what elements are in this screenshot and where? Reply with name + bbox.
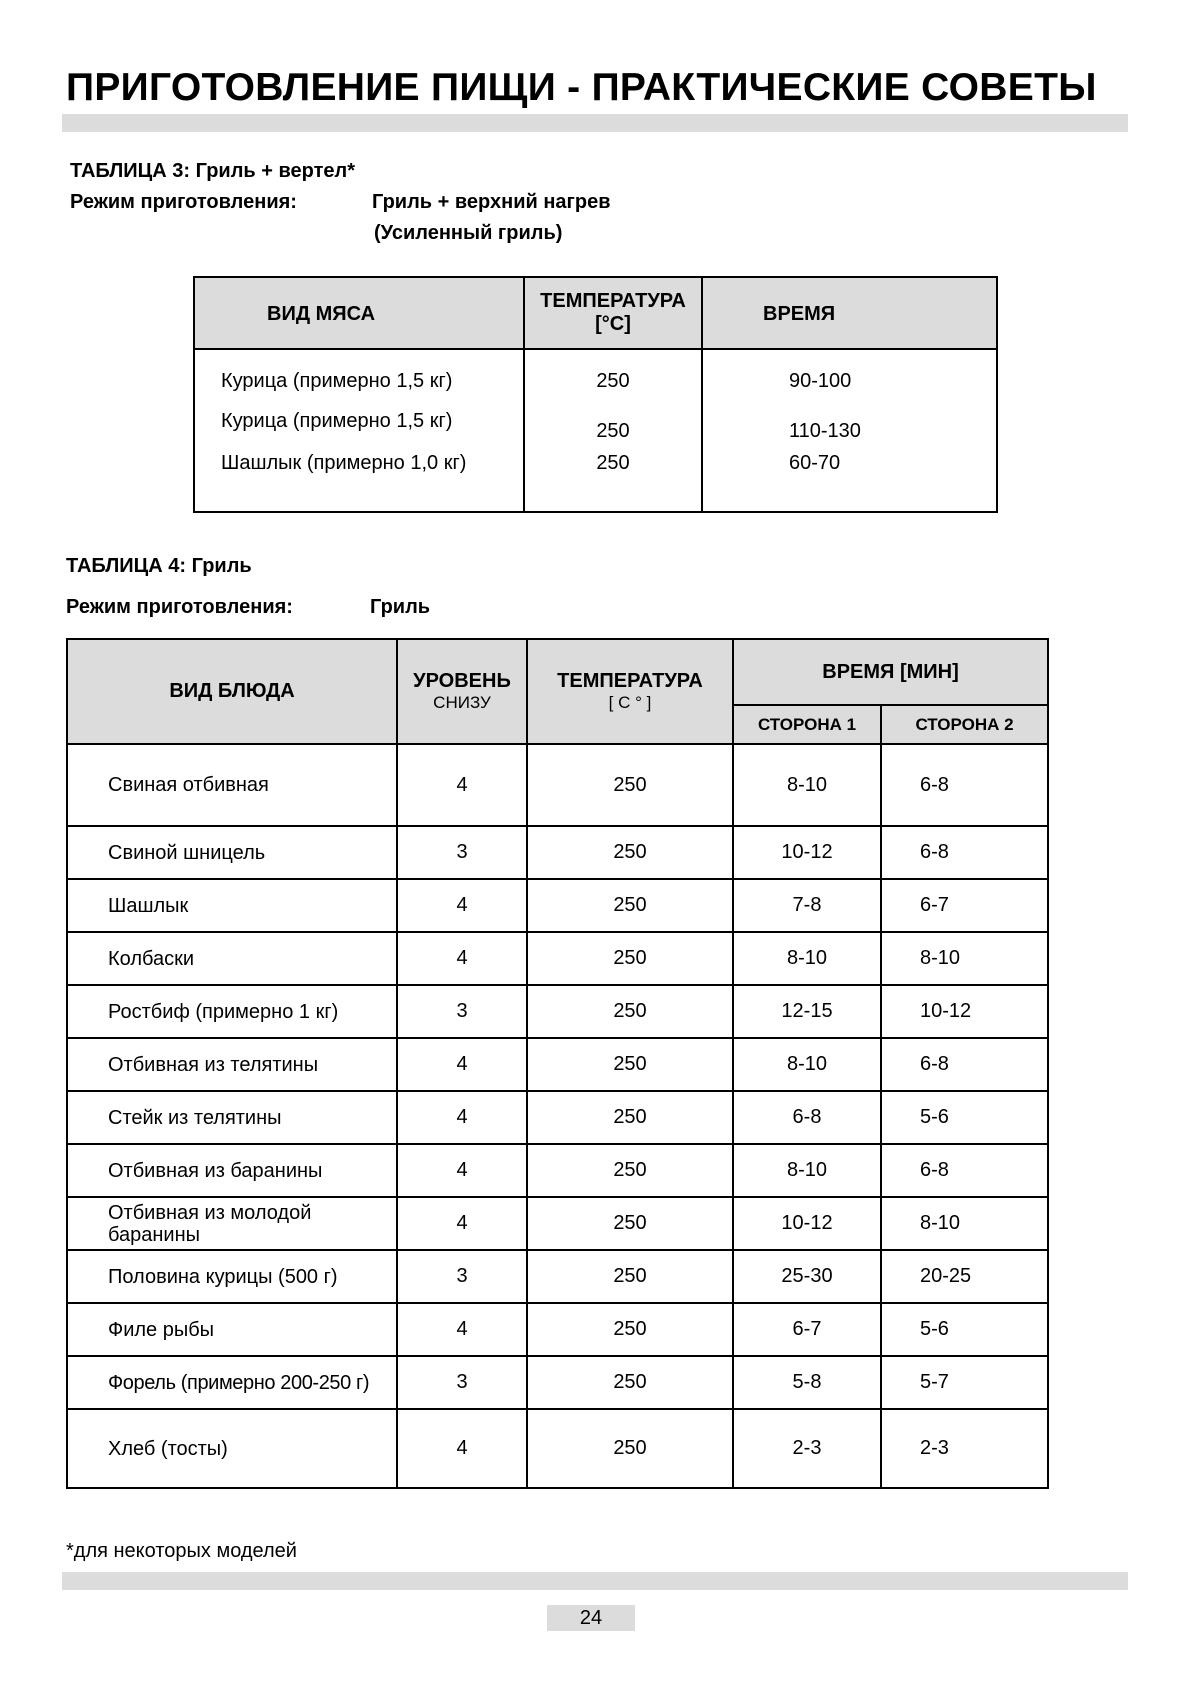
table4-cell-temp: 250 <box>527 879 733 932</box>
table4-cell-side1: 6-7 <box>733 1303 881 1356</box>
table3-header-temp: ТЕМПЕРАТУРА <box>540 290 686 312</box>
table4-cell-side2: 6-8 <box>881 826 1048 879</box>
table4-cell-level: 3 <box>397 1356 527 1409</box>
table4-cell-dish: Свиной шницель <box>67 826 397 879</box>
table4-cell-side1: 10-12 <box>733 1197 881 1250</box>
table4-cell-level: 3 <box>397 826 527 879</box>
table4-header-time: ВРЕМЯ [МИН] <box>733 639 1048 705</box>
table4-cell-temp: 250 <box>527 744 733 826</box>
table4-cell-dish: Отбивная из молодой баранины <box>67 1197 397 1250</box>
table-row <box>67 932 1048 985</box>
table4-header-temp-unit: [ C ° ] <box>608 693 652 712</box>
table4-cell-dish: Хлеб (тосты) <box>67 1409 397 1488</box>
table4-cell-side2: 6-8 <box>881 744 1048 826</box>
table4-header-dish: ВИД БЛЮДА <box>67 639 397 744</box>
table4-cell-dish: Ростбиф (примерно 1 кг) <box>67 985 397 1038</box>
table4-cell-side1: 10-12 <box>733 826 881 879</box>
table3-mode-label: Режим приготовления: <box>70 191 297 213</box>
table4-cell-side1: 8-10 <box>733 744 881 826</box>
table-row <box>67 1144 1048 1197</box>
table4-cell-dish: Шашлык <box>67 879 397 932</box>
table4-cell-side2: 5-6 <box>881 1303 1048 1356</box>
table4-cell-side1: 7-8 <box>733 879 881 932</box>
table4-cell-side1: 12-15 <box>733 985 881 1038</box>
table4-cell-temp: 250 <box>527 985 733 1038</box>
table4-header-temp: ТЕМПЕРАТУРА [ C ° ] <box>527 639 733 744</box>
table3-row-temp: 250 <box>596 452 630 474</box>
table4-cell-side1: 6-8 <box>733 1091 881 1144</box>
table4-cell-side2: 8-10 <box>881 932 1048 985</box>
table3-row-name: Курица (примерно 1,5 кг) <box>221 370 453 392</box>
table4-cell-temp: 250 <box>527 1356 733 1409</box>
table4-mode-label: Режим приготовления: <box>66 596 293 618</box>
table3-divider-2 <box>701 278 703 511</box>
table3-mode-value-2: (Усиленный гриль) <box>374 222 563 244</box>
table3-header-meat: ВИД МЯСА <box>267 303 376 325</box>
table4-cell-level: 4 <box>397 1091 527 1144</box>
table4-header-level: УРОВЕНЬ СНИЗУ <box>397 639 527 744</box>
table4-cell-dish: Отбивная из баранины <box>67 1144 397 1197</box>
table4-cell-dish: Половина курицы (500 г) <box>67 1250 397 1303</box>
page-title: ПРИГОТОВЛЕНИЕ ПИЩИ - ПРАКТИЧЕСКИЕ СОВЕТЫ <box>66 66 1097 109</box>
table4-cell-side2: 5-7 <box>881 1356 1048 1409</box>
table4-cell-side2: 6-7 <box>881 879 1048 932</box>
table4 <box>66 638 1049 1489</box>
table4-cell-dish: Колбаски <box>67 932 397 985</box>
table4-cell-side1: 8-10 <box>733 1144 881 1197</box>
table4-cell-level: 4 <box>397 932 527 985</box>
table-row <box>67 985 1048 1038</box>
table3-row-time: 90-100 <box>789 370 852 392</box>
table4-cell-dish: Отбивная из телятины <box>67 1038 397 1091</box>
table4-cell-side1: 2-3 <box>733 1409 881 1488</box>
table-row <box>67 744 1048 826</box>
table4-cell-temp: 250 <box>527 1409 733 1488</box>
table4-cell-dish: Свиная отбивная <box>67 744 397 826</box>
table3 <box>193 276 998 513</box>
table4-cell-side2: 20-25 <box>881 1250 1048 1303</box>
table3-row-temp: 250 <box>596 420 630 442</box>
table4-cell-side2: 5-6 <box>881 1091 1048 1144</box>
footer-rule <box>62 1572 1128 1590</box>
table-row <box>67 1197 1048 1250</box>
table4-cell-dish: Форель (примерно 200-250 г) <box>67 1356 397 1409</box>
table4-cell-level: 3 <box>397 1250 527 1303</box>
footnote: *для некоторых моделей <box>66 1540 297 1562</box>
table-row <box>67 1356 1048 1409</box>
table4-cell-dish: Филе рыбы <box>67 1303 397 1356</box>
table4-cell-level: 4 <box>397 1409 527 1488</box>
table4-header-side2: СТОРОНА 2 <box>881 705 1048 744</box>
table4-cell-temp: 250 <box>527 1250 733 1303</box>
table4-cell-temp: 250 <box>527 1038 733 1091</box>
table4-cell-level: 4 <box>397 879 527 932</box>
table3-mode-value: Гриль + верхний нагрев <box>372 191 611 213</box>
table3-caption: ТАБЛИЦА 3: Гриль + вертел* <box>70 160 356 182</box>
table-row <box>67 826 1048 879</box>
table4-cell-temp: 250 <box>527 1144 733 1197</box>
table4-cell-side2: 2-3 <box>881 1409 1048 1488</box>
table4-cell-side1: 5-8 <box>733 1356 881 1409</box>
table4-cell-temp: 250 <box>527 1197 733 1250</box>
table3-row-time: 60-70 <box>789 452 841 474</box>
table3-row-time: 110-130 <box>789 420 861 442</box>
table4-cell-level: 4 <box>397 1197 527 1250</box>
table3-row-name: Курица (примерно 1,5 кг) <box>221 410 453 432</box>
table4-mode-value: Гриль <box>370 596 431 618</box>
table4-cell-level: 4 <box>397 1303 527 1356</box>
table4-cell-temp: 250 <box>527 1091 733 1144</box>
table3-header-temp-unit: [°C] <box>595 313 631 335</box>
table4-cell-side1: 8-10 <box>733 1038 881 1091</box>
table4-cell-dish: Стейк из телятины <box>67 1091 397 1144</box>
table-row <box>67 1250 1048 1303</box>
table4-cell-side1: 8-10 <box>733 932 881 985</box>
table4-header-level-sub: СНИЗУ <box>433 693 491 712</box>
table-row <box>67 879 1048 932</box>
table4-body <box>67 744 1048 1488</box>
table4-cell-side1: 25-30 <box>733 1250 881 1303</box>
table3-row-temp: 250 <box>596 370 630 392</box>
page-number: 24 <box>547 1605 635 1631</box>
table3-header-time: ВРЕМЯ <box>763 303 836 325</box>
table4-cell-side2: 6-8 <box>881 1144 1048 1197</box>
table4-cell-side2: 8-10 <box>881 1197 1048 1250</box>
table4-cell-level: 4 <box>397 1144 527 1197</box>
table4-cell-temp: 250 <box>527 932 733 985</box>
table4-cell-level: 4 <box>397 744 527 826</box>
table-row <box>67 1303 1048 1356</box>
table4-header-side1: СТОРОНА 1 <box>733 705 881 744</box>
table4-cell-level: 3 <box>397 985 527 1038</box>
title-rule <box>62 114 1128 132</box>
table4-cell-temp: 250 <box>527 826 733 879</box>
table4-cell-side2: 10-12 <box>881 985 1048 1038</box>
table-row <box>67 1038 1048 1091</box>
table3-row-name: Шашлык (примерно 1,0 кг) <box>221 452 467 474</box>
table4-cell-temp: 250 <box>527 1303 733 1356</box>
table4-caption: ТАБЛИЦА 4: Гриль <box>66 555 252 577</box>
table4-cell-level: 4 <box>397 1038 527 1091</box>
table-row <box>67 1091 1048 1144</box>
table-row <box>67 1409 1048 1488</box>
table4-cell-side2: 6-8 <box>881 1038 1048 1091</box>
